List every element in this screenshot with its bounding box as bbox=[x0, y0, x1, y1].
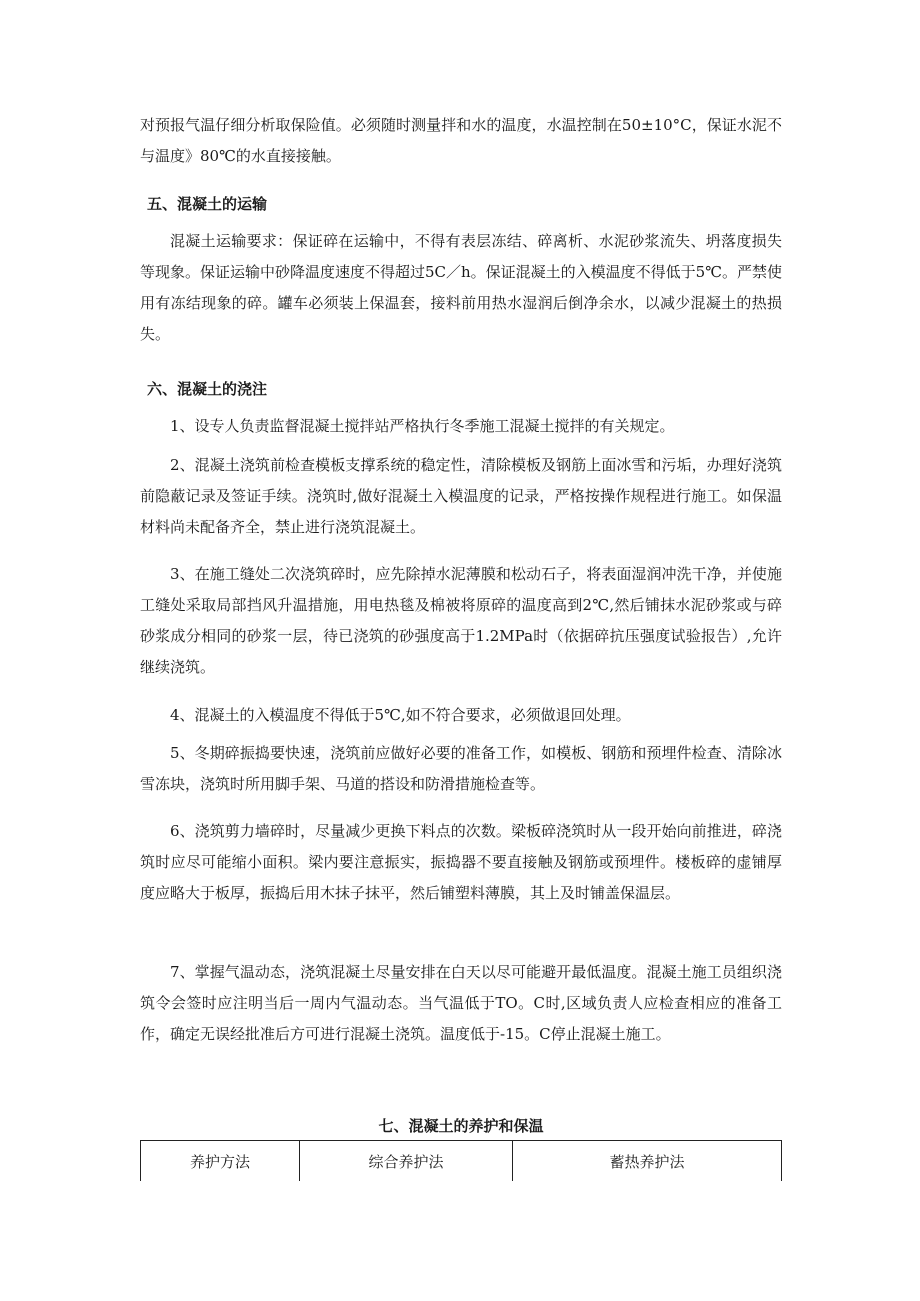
table-header-row bbox=[141, 1141, 782, 1182]
section-6-item-4: 4、混凝土的入模温度不得低于5℃,如不符合要求，必须做退回处理。 bbox=[170, 706, 631, 724]
section-6-item-3: 3、在施工缝处二次浇筑碎时，应先除掉水泥薄膜和松动石子，将表面湿润冲洗干净，并使施工缝处采取局部挡风升温措施，用电热毯及棉被将原碎的温度高到2℃,然后铺抹水泥砂浆或与碎砂浆成分相同的砂浆一层，待已浇筑的砂强度高于1.2MPa时（依据碎抗压强度试验报告）,允许继续浇筑。 bbox=[140, 565, 782, 676]
section-6-item-5: 5、冬期碎振捣要快速，浇筑前应做好必要的准备工作，如模板、钢筋和预埋件检查、清除冰雪冻块，浇筑时所用脚手架、马道的搭设和防滑措施检查等。 bbox=[140, 744, 782, 793]
section-6-heading: 六、混凝土的浇注 bbox=[147, 380, 268, 398]
table-header-cell: 蓄热养护法 bbox=[513, 1141, 782, 1182]
section-5-body: 混凝土运输要求：保证碎在运输中，不得有表层冻结、碎离析、水泥砂浆流失、坍落度损失等现象。保证运输中砂降温度速度不得超过5C／h。保证混凝土的入模温度不得低于5℃。严禁使用有冻结现象的碎。罐车必须装上保温套，接料前用热水湿润后倒净余水，以减少混凝土的热损失。 bbox=[140, 232, 783, 343]
table-header-cell: 综合养护法 bbox=[300, 1141, 513, 1182]
section-7-heading: 七、混凝土的养护和保温 bbox=[378, 1117, 544, 1135]
section-6-item-7: 7、掌握气温动态，浇筑混凝土尽量安排在白天以尽可能避开最低温度。混凝土施工员组织浇筑令会签时应注明当后一周内气温动态。当气温低于TO。C时,区域负责人应检查相应的准备工作，确定无误经批准后方可进行混凝土浇筑。温度低于-15。C停止混凝土施工。 bbox=[140, 963, 782, 1043]
intro-paragraph: 对预报气温仔细分析取保险值。必须随时测量拌和水的温度，水温控制在50±10°C，保证水泥不与温度》80℃的水直接接触。 bbox=[140, 116, 782, 165]
section-6-item-6: 6、浇筑剪力墙碎时，尽量减少更换下料点的次数。梁板碎浇筑时从一段开始向前推进，碎浇筑时应尽可能缩小面积。梁内要注意振实，振捣器不要直接触及钢筋或预埋件。楼板碎的虚铺厚度应略大于板厚，振捣后用木抹子抹平，然后铺塑料薄膜，其上及时铺盖保温层。 bbox=[140, 822, 782, 902]
curing-methods-table bbox=[140, 1140, 782, 1181]
section-5-heading: 五、混凝土的运输 bbox=[147, 195, 268, 213]
table-header-cell: 养护方法 bbox=[141, 1141, 300, 1182]
section-6-item-2: 2、混凝土浇筑前检查模板支撑系统的稳定性，清除模板及钢筋上面冰雪和污垢，办理好浇筑前隐蔽记录及签证手续。浇筑时,做好混凝土入模温度的记录，严格按操作规程进行施工。如保温材料尚未配备齐全，禁止进行浇筑混凝土。 bbox=[140, 456, 782, 536]
section-6-item-1: 1、设专人负责监督混凝土搅拌站严格执行冬季施工混凝土搅拌的有关规定。 bbox=[170, 417, 675, 435]
